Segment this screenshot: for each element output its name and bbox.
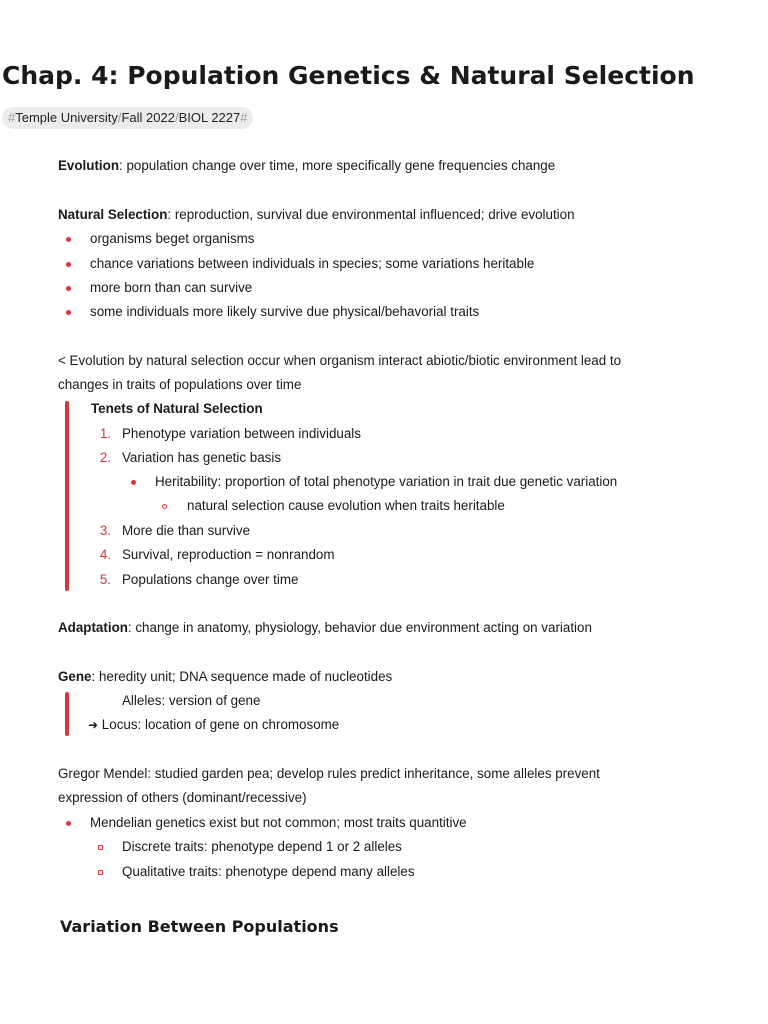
tag-hash: # xyxy=(240,110,248,125)
list-item: Qualitative traits: phenotype depend many alleles xyxy=(122,864,415,879)
natural-selection-def: : reproduction, survival due environmental influenced; drive evolution xyxy=(167,207,575,222)
arrow-right-icon: ➜ xyxy=(88,718,99,732)
tenet-item: Populations change over time xyxy=(122,572,299,587)
adaptation-term: Adaptation xyxy=(58,620,128,635)
list-item: Discrete traits: phenotype depend 1 or 2 alleles xyxy=(122,839,402,854)
tag-part-3[interactable]: BIOL 2227 xyxy=(178,110,241,125)
tenet-item: Phenotype variation between individuals xyxy=(122,426,361,441)
bullet-square xyxy=(98,870,103,875)
evolution-note-line-1: < Evolution by natural selection occur when organism interact abiotic/biotic environment lead to xyxy=(58,353,622,368)
bullet-dot xyxy=(66,286,71,291)
heritability-sub-item: natural selection cause evolution when traits heritable xyxy=(187,498,505,513)
page-title: Chap. 4: Population Genetics & Natural Selection xyxy=(2,61,695,90)
section-heading: Variation Between Populations xyxy=(60,917,339,936)
bullet-dot xyxy=(66,821,71,826)
list-item: chance variations between individuals in species; some variations heritable xyxy=(90,256,535,271)
tag-part-1[interactable]: Temple University xyxy=(15,110,118,125)
evolution-def: : population change over time, more specifically gene frequencies change xyxy=(119,158,556,173)
tenets-heading: Tenets of Natural Selection xyxy=(91,401,263,416)
evolution-note-line-2: changes in traits of populations over time xyxy=(58,377,302,392)
mendel-line-1: Gregor Mendel: studied garden pea; develop rules predict inheritance, some alleles prevent xyxy=(58,766,600,781)
bullet-dot xyxy=(66,237,71,242)
bullet-circle xyxy=(162,504,167,509)
blockquote-bar xyxy=(65,401,69,591)
gene-definition xyxy=(58,667,392,687)
tenet-item: Survival, reproduction = nonrandom xyxy=(122,547,335,562)
bullet-square xyxy=(98,845,103,850)
natural-selection-term: Natural Selection xyxy=(58,207,168,222)
list-number: 3. xyxy=(99,523,111,538)
tag-path[interactable] xyxy=(2,107,253,129)
locus-text: Locus: location of gene on chromosome xyxy=(101,717,340,732)
tag-hash: # xyxy=(8,110,16,125)
tag-sep: / xyxy=(117,110,122,125)
bullet-dot xyxy=(131,480,136,485)
locus-line xyxy=(88,715,339,735)
tag-sep: / xyxy=(174,110,179,125)
list-number: 2. xyxy=(99,450,111,465)
list-item: more born than can survive xyxy=(90,280,253,295)
adaptation-def: : change in anatomy, physiology, behavior due environment acting on variation xyxy=(127,620,592,635)
list-number: 1. xyxy=(99,426,111,441)
blockquote-bar xyxy=(65,692,69,736)
list-number: 5. xyxy=(99,572,111,587)
natural-selection-definition xyxy=(58,205,575,225)
alleles-line: Alleles: version of gene xyxy=(122,693,261,708)
evolution-term: Evolution xyxy=(58,158,119,173)
mendel-line-2: expression of others (dominant/recessive) xyxy=(58,790,307,805)
heritability-item: Heritability: proportion of total phenotype variation in trait due genetic variation xyxy=(155,474,618,489)
list-item: organisms beget organisms xyxy=(90,231,255,246)
list-item: Mendelian genetics exist but not common; most traits quantitive xyxy=(90,815,467,830)
list-item: some individuals more likely survive due physical/behavorial traits xyxy=(90,304,480,319)
gene-term: Gene xyxy=(58,669,92,684)
bullet-dot xyxy=(66,262,71,267)
evolution-definition xyxy=(58,156,555,176)
tag-part-2[interactable]: Fall 2022 xyxy=(121,110,175,125)
bullet-dot xyxy=(66,310,71,315)
gene-def: : heredity unit; DNA sequence made of nucleotides xyxy=(91,669,393,684)
list-number: 4. xyxy=(99,547,111,562)
adaptation-definition xyxy=(58,618,592,638)
tenet-item: More die than survive xyxy=(122,523,251,538)
tenet-item: Variation has genetic basis xyxy=(122,450,282,465)
